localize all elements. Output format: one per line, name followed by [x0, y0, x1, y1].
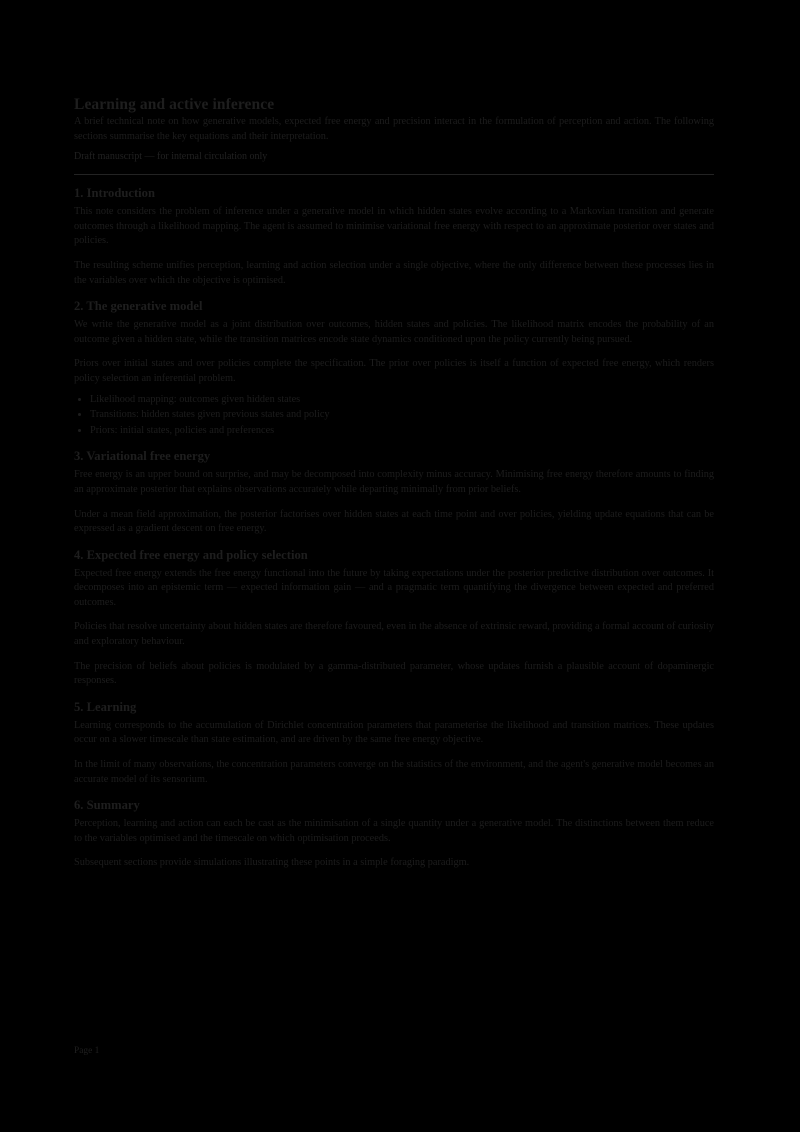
- section-heading: 4. Expected free energy and policy selection: [74, 547, 308, 562]
- section-paragraph: Subsequent sections provide simulations illustrating these points in a simple foraging paradigm.: [74, 857, 470, 869]
- section-paragraph: Priors over initial states and over policies complete the specification. The prior over policies is itself a function of expected free energy, which renders policy selection an inferential problem.: [74, 358, 714, 384]
- section-paragraph: Expected free energy extends the free energy functional into the future by taking expectations under the posterior predictive distribution over outcomes. It decomposes into an epistemic term — expected information gain — and a pragmatic term quantifying the divergence between expected and preferred outcomes.: [74, 567, 714, 608]
- list-item: • Transitions: hidden states given previous states and policy: [90, 408, 714, 423]
- section-paragraph: Under a mean field approximation, the posterior factorises over hidden states at each time point and over policies, yielding update equations that can be expressed as a gradient descent on free energy.: [74, 508, 714, 535]
- section-paragraph: Policies that resolve uncertainty about hidden states are therefore favoured, even in the absence of extrinsic reward, providing a formal account of curiosity and exploratory behaviour.: [74, 621, 714, 648]
- section-paragraph: Free energy is an upper bound on surprise, and may be decomposed into complexity minus accuracy. Minimising free energy therefore amounts to finding an approximate posterior that explains observations accurately while departing minimally from prior beliefs.: [74, 469, 714, 495]
- page-title: Learning and active inference: [74, 96, 275, 113]
- section-paragraph: The resulting scheme unifies perception, learning and action selection under a single objective, where the only difference between these processes lies in the variables over which the objective is optimised.: [74, 259, 714, 286]
- section-heading: 1. Introduction: [74, 186, 155, 201]
- section-heading: 3. Variational free energy: [74, 449, 211, 464]
- byline: Draft manuscript — for internal circulation only: [74, 151, 268, 163]
- section-paragraph: We write the generative model as a joint distribution over outcomes, hidden states and policies. The likelihood matrix encodes the probability of an outcome given a hidden state, while the transition matrices encode state dynamics conditioned upon the policy currently being pursued.: [74, 319, 714, 345]
- page-footer: Page 1: [74, 1046, 100, 1056]
- section-paragraph: This note considers the problem of inference under a generative model in which hidden states evolve according to a Markovian transition and generate outcomes through a likelihood mapping. The agent is assumed to minimise variational free energy with respect to an approximate posterior over states and policies.: [74, 206, 714, 247]
- section-paragraph: Perception, learning and action can each be cast as the minimisation of a single quantity under a generative model. The distinctions between them reduce to the variables optimised and the timescale on which optimisation proceeds.: [74, 818, 714, 844]
- section-heading: 5. Learning: [74, 699, 137, 714]
- document-body: [74, 96, 714, 881]
- list-item: • Priors: initial states, policies and preferences: [90, 424, 714, 439]
- section-paragraph: The precision of beliefs about policies is modulated by a gamma-distributed parameter, whose updates furnish a plausible account of dopaminergic responses.: [74, 660, 714, 687]
- section-heading: 6. Summary: [74, 798, 140, 813]
- list-item: • Likelihood mapping: outcomes given hidden states: [90, 393, 714, 408]
- section-heading: 2. The generative model: [74, 299, 203, 314]
- intro-paragraph: A brief technical note on how generative models, expected free energy and precision interact in the formulation of perception and action. The following sections summarise the key equations and their interpretation.: [74, 116, 714, 142]
- section-paragraph: In the limit of many observations, the concentration parameters converge on the statistics of the environment, and the agent's generative model becomes an accurate model of its sensorium.: [74, 759, 714, 785]
- section-paragraph: Learning corresponds to the accumulation of Dirichlet concentration parameters that parameterise the likelihood and transition matrices. These updates occur on a slower timescale than state estimation, and are driven by the same free energy objective.: [74, 719, 714, 746]
- model-component-list: [74, 393, 714, 439]
- divider: [74, 174, 714, 175]
